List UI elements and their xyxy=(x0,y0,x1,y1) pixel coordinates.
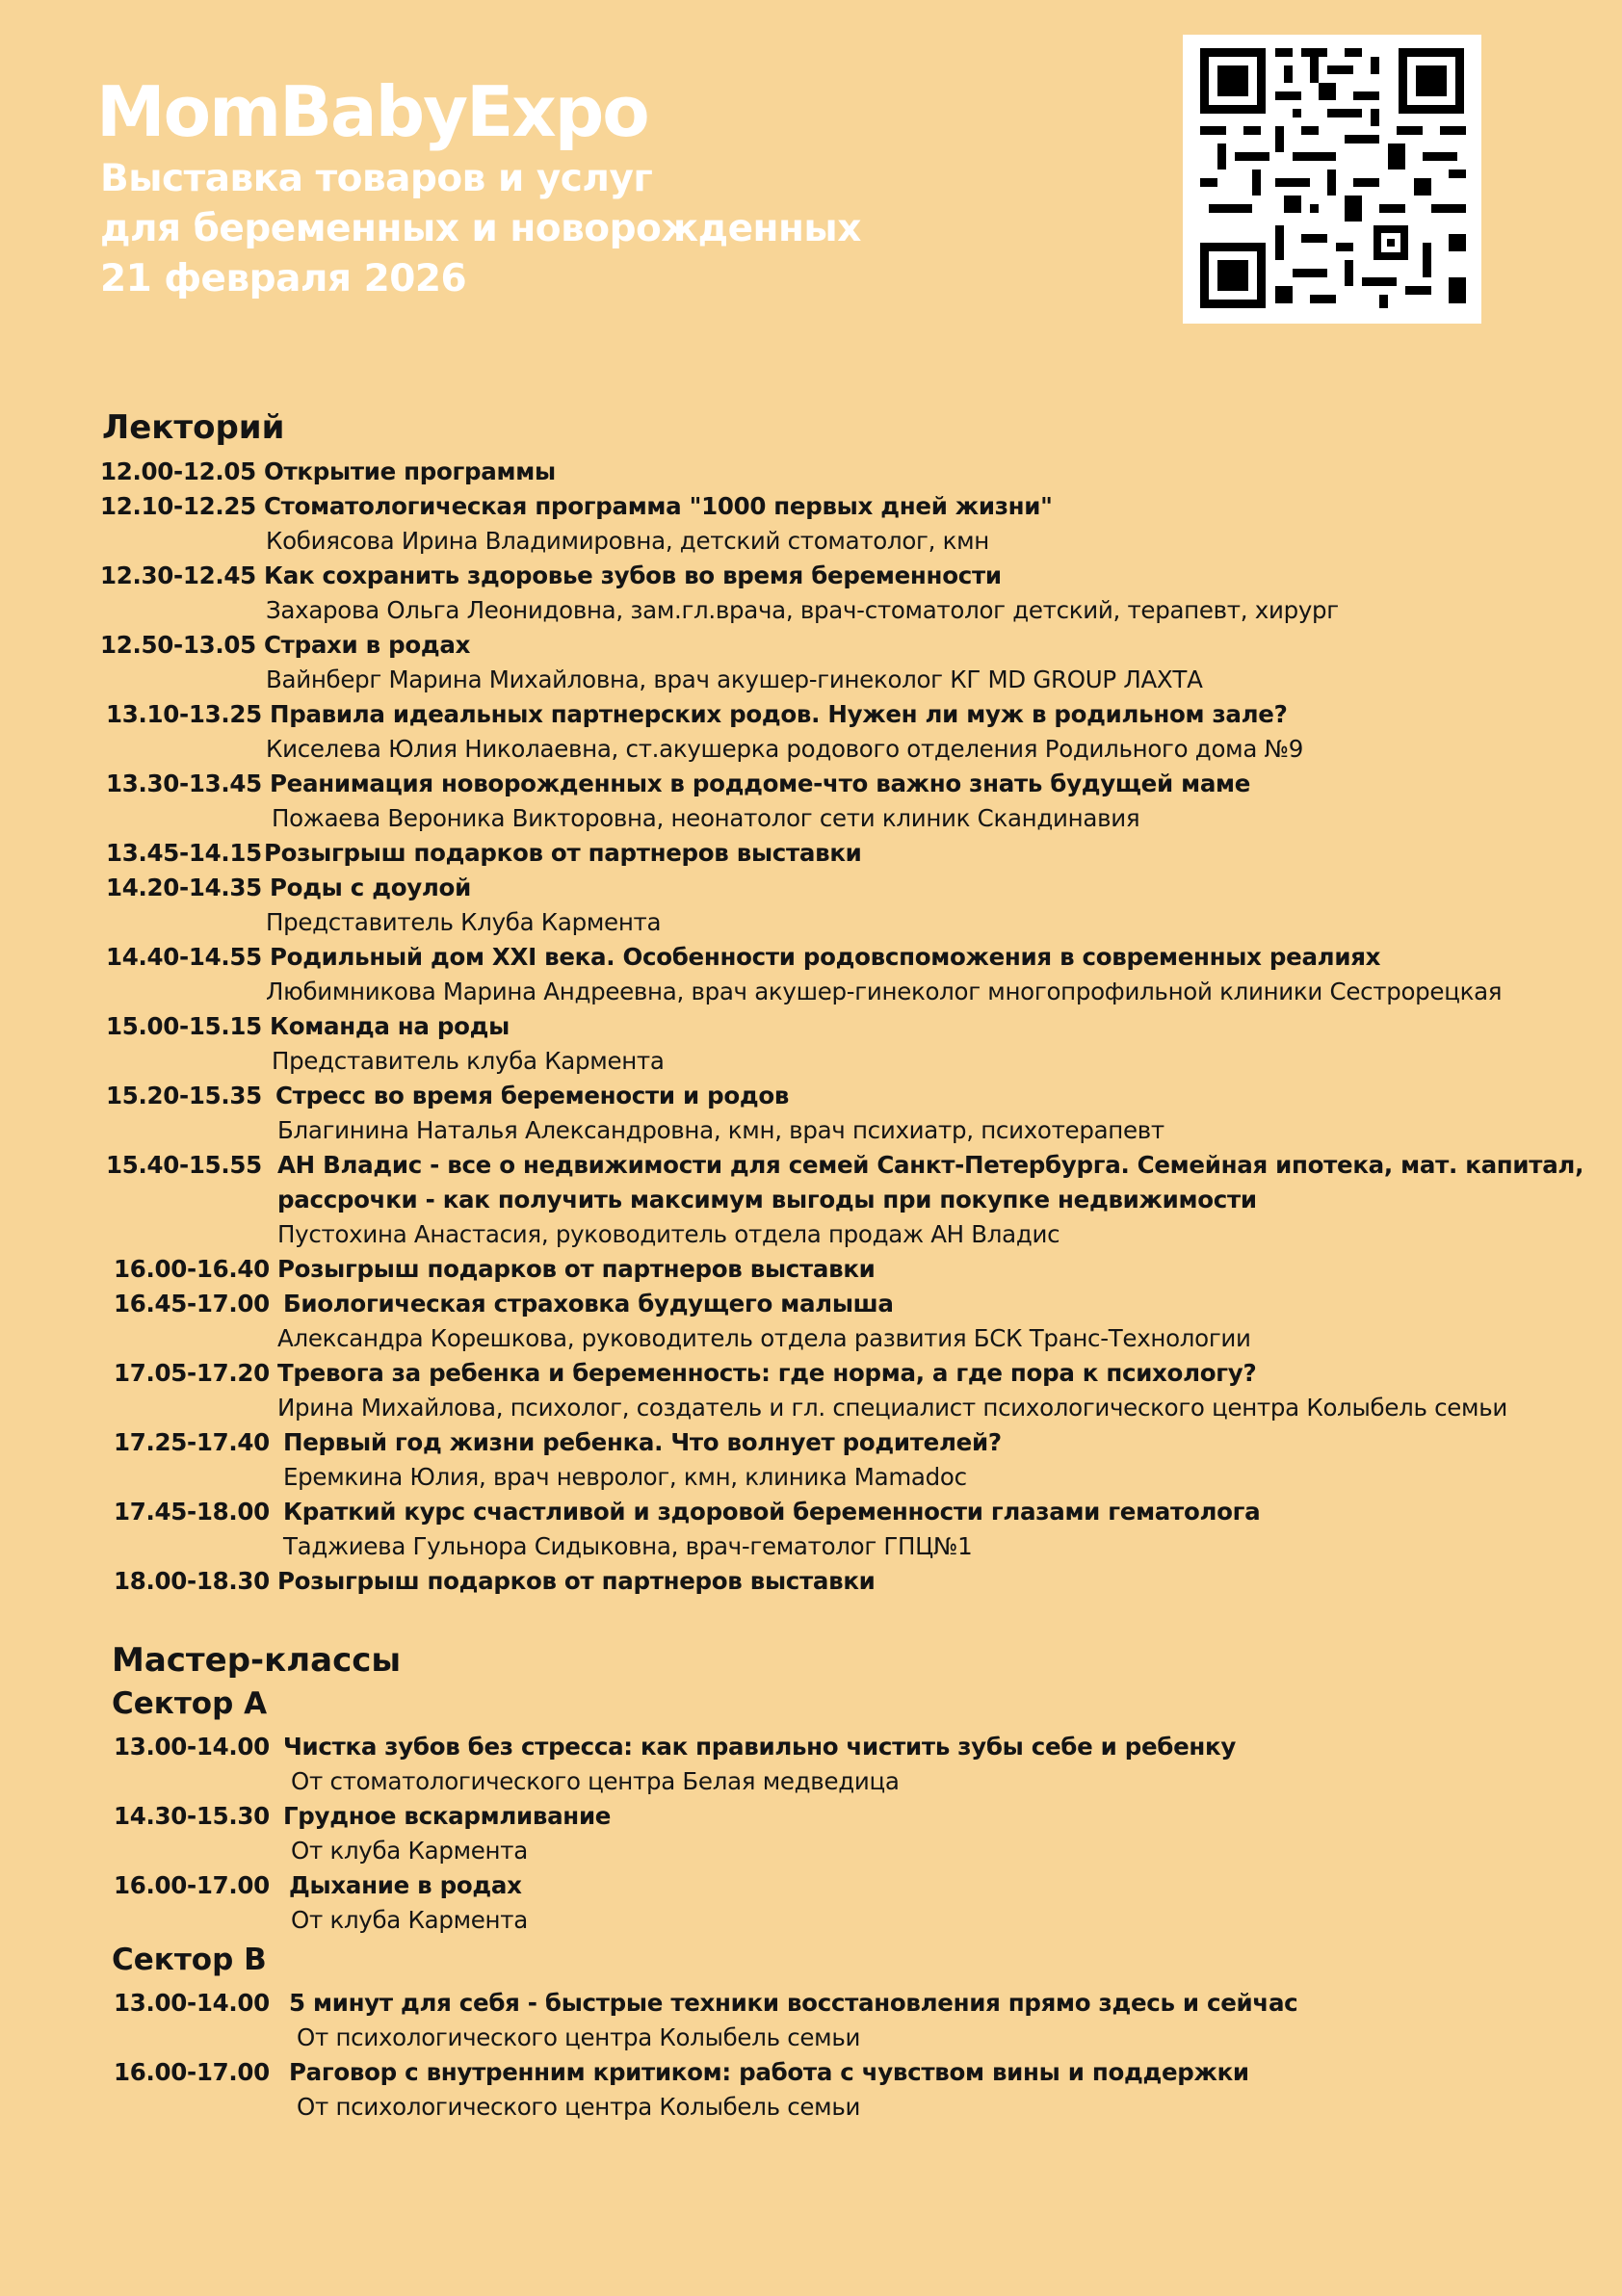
item-speaker: Благинина Наталья Александровна, кмн, врач психиатр, психотерапевт xyxy=(277,1116,1164,1144)
item-title: Как сохранить здоровье зубов во время беременности xyxy=(264,561,1002,589)
item-title: Раговор с внутренним критиком: работа с чувством вины и поддержки xyxy=(289,2058,1249,2086)
item-title: Розыгрыш подарков от партнеров выставки xyxy=(277,1567,876,1595)
item-speaker: Кобиясова Ирина Владимировна, детский стоматолог, кмн xyxy=(266,527,989,555)
item-time: 12.50-13.05 xyxy=(100,631,256,659)
item-time: 13.00-14.00 xyxy=(114,1989,270,2017)
item-title: Открытие программы xyxy=(264,457,556,485)
item-speaker: От стоматологического центра Белая медведица xyxy=(291,1767,900,1795)
item-time: 13.30-13.45 xyxy=(106,770,262,797)
item-speaker: Представитель Клуба Кармента xyxy=(266,908,662,936)
section-title-lectorium: Лекторий xyxy=(102,408,285,447)
item-title: Тревога за ребенка и беременность: где норма, а где пора к психологу? xyxy=(277,1359,1257,1387)
item-speaker: Александра Корешкова, руководитель отдела развития БСК Транс-Технологии xyxy=(277,1324,1251,1352)
item-title: АН Владис - все о недвижимости для семей Санкт-Петербурга. Семейная ипотека, мат. капитал, xyxy=(277,1151,1584,1179)
subtitle-line-2: для беременных и новорожденных xyxy=(100,207,861,250)
item-time: 16.00-17.00 xyxy=(114,2058,270,2086)
item-speaker: Таджиева Гульнора Сидыковна, врач-гематолог ГПЦ№1 xyxy=(283,1532,973,1560)
item-time: 17.05-17.20 xyxy=(114,1359,270,1387)
item-title: Правила идеальных партнерских родов. Нужен ли муж в родильном зале? xyxy=(270,700,1288,728)
item-time: 13.45-14.15 xyxy=(106,839,262,867)
item-title: Розыгрыш подарков от партнеров выставки xyxy=(277,1255,876,1283)
item-title: Первый год жизни ребенка. Что волнует родителей? xyxy=(283,1428,1002,1456)
qr-code-icon xyxy=(1183,35,1481,324)
item-time: 15.40-15.55 xyxy=(106,1151,262,1179)
item-title: Стресс во время беремености и родов xyxy=(275,1082,790,1109)
item-speaker: Представитель клуба Кармента xyxy=(272,1047,665,1075)
item-title: Дыхание в родах xyxy=(289,1871,522,1899)
item-time: 14.40-14.55 xyxy=(106,943,262,971)
item-speaker: Ирина Михайлова, психолог, создатель и гл. специалист психологического центра Колыбель семьи xyxy=(277,1394,1508,1422)
item-speaker: Захарова Ольга Леонидовна, зам.гл.врача, врач-стоматолог детский, терапевт, хирург xyxy=(266,596,1339,624)
item-title: Родильный дом XXI века. Особенности родовспоможения в современных реалиях xyxy=(270,943,1381,971)
item-speaker: Еремкина Юлия, врач невролог, кмн, клиника Mamadoc xyxy=(283,1463,967,1491)
item-title: Розыгрыш подарков от партнеров выставки xyxy=(264,839,862,867)
item-title: Грудное вскармливание xyxy=(283,1802,612,1830)
item-title: Краткий курс счастливой и здоровой беременности глазами гематолога xyxy=(283,1498,1261,1526)
item-title: Биологическая страховка будущего малыша xyxy=(283,1290,894,1318)
item-title: Команда на роды xyxy=(270,1012,510,1040)
item-title: Страхи в родах xyxy=(264,631,471,659)
item-time: 12.00-12.05 xyxy=(100,457,256,485)
item-title-continuation: рассрочки - как получить максимум выгоды при покупке недвижимости xyxy=(277,1186,1257,1213)
item-time: 17.45-18.00 xyxy=(114,1498,270,1526)
item-time: 14.30-15.30 xyxy=(114,1802,270,1830)
item-title: 5 минут для себя - быстрые техники восстановления прямо здесь и сейчас xyxy=(289,1989,1298,2017)
item-speaker: От психологического центра Колыбель семьи xyxy=(297,2093,861,2121)
item-speaker: От клуба Кармента xyxy=(291,1837,528,1865)
item-time: 15.20-15.35 xyxy=(106,1082,262,1109)
event-date: 21 февраля 2026 xyxy=(100,257,467,300)
subtitle-line-1: Выставка товаров и услуг xyxy=(100,157,653,200)
sector-a-title: Сектор А xyxy=(112,1686,268,1721)
item-time: 18.00-18.30 xyxy=(114,1567,270,1595)
qr-code-graphic xyxy=(1183,35,1481,324)
item-time: 16.45-17.00 xyxy=(114,1290,270,1318)
item-time: 17.25-17.40 xyxy=(114,1428,270,1456)
item-speaker: От психологического центра Колыбель семьи xyxy=(297,2023,861,2051)
item-title: Чистка зубов без стресса: как правильно чистить зубы себе и ребенку xyxy=(283,1733,1237,1761)
item-title: Роды с доулой xyxy=(270,874,471,901)
item-time: 13.10-13.25 xyxy=(106,700,262,728)
item-time: 15.00-15.15 xyxy=(106,1012,262,1040)
item-time: 16.00-16.40 xyxy=(114,1255,270,1283)
item-time: 12.30-12.45 xyxy=(100,561,256,589)
item-time: 12.10-12.25 xyxy=(100,492,256,520)
brand-title: MomBabyExpo xyxy=(96,71,648,152)
item-speaker: Пожаева Вероника Викторовна, неонатолог сети клиник Скандинавия xyxy=(272,804,1140,832)
item-speaker: От клуба Кармента xyxy=(291,1906,528,1934)
item-time: 13.00-14.00 xyxy=(114,1733,270,1761)
header xyxy=(96,69,861,304)
item-title: Реанимация новорожденных в роддоме-что важно знать будущей маме xyxy=(270,770,1251,797)
item-speaker: Пустохина Анастасия, руководитель отдела продаж АН Владис xyxy=(277,1220,1060,1248)
section-title-masterclasses: Мастер-классы xyxy=(112,1641,402,1680)
sector-b-title: Сектор В xyxy=(112,1943,267,1977)
item-speaker: Вайнберг Марина Михайловна, врач акушер-гинеколог КГ MD GROUP ЛАХТА xyxy=(266,665,1203,693)
item-speaker: Любимникова Марина Андреевна, врач акушер-гинеколог многопрофильной клиники Сестрорецкая xyxy=(266,978,1503,1005)
item-speaker: Киселева Юлия Николаевна, ст.акушерка родового отделения Родильного дома №9 xyxy=(266,735,1303,763)
item-time: 14.20-14.35 xyxy=(106,874,262,901)
item-time: 16.00-17.00 xyxy=(114,1871,270,1899)
item-title: Стоматологическая программа "1000 первых дней жизни" xyxy=(264,492,1053,520)
